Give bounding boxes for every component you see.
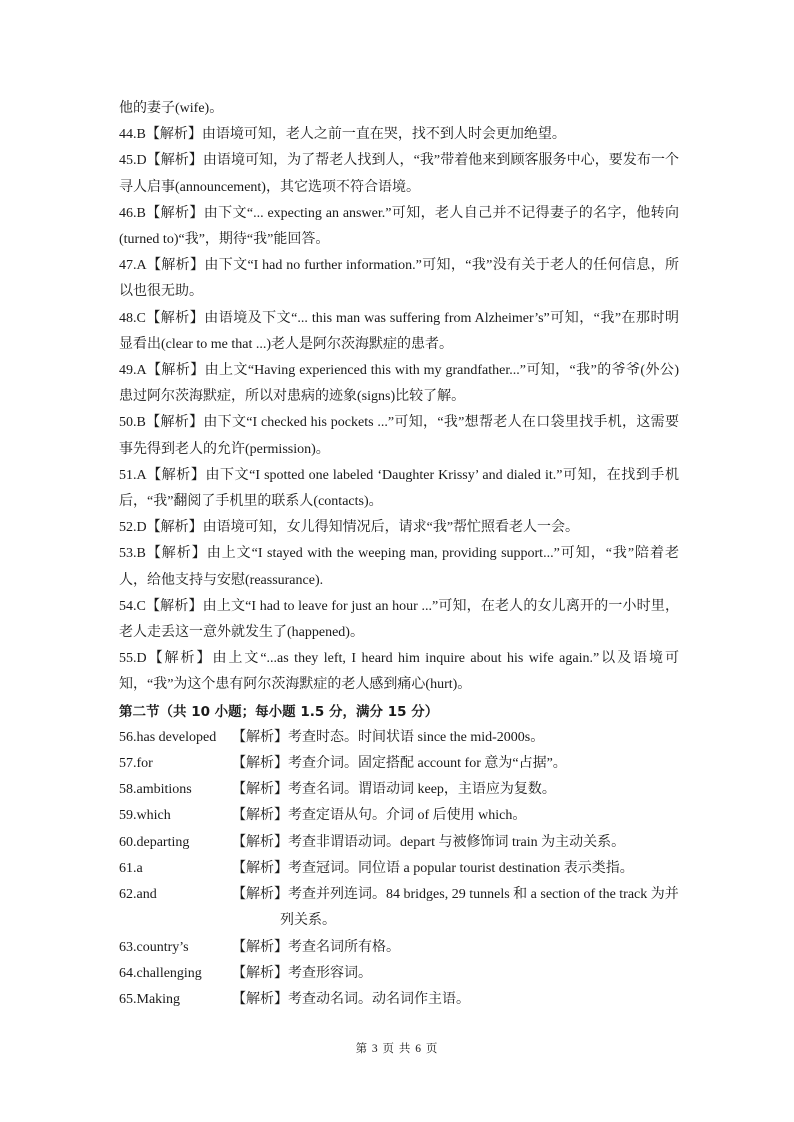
- answer-key: 58.ambitions: [119, 782, 192, 798]
- answer-row-58: [119, 777, 679, 803]
- answer-49: 49.A【解析】由上文“Having experienced this with my grandfather...”可知，“我”的爷爷(外公)患过阿尔茨海默症，所以对患病的迹象(signs)比较了解。: [119, 363, 679, 405]
- answer-row-60: [119, 830, 679, 856]
- answer-explanation: 【解析】考查冠词。同位语 a popular tourist destination 表示类指。: [232, 860, 634, 876]
- answer-explanation: 【解析】考查定语从句。介词 of 后使用 which。: [232, 808, 527, 824]
- answer-50: 50.B【解析】由下文“I checked his pockets ...”可知，“我”想帮老人在口袋里找手机，这需要事先得到老人的允许(permission)。: [119, 415, 679, 457]
- answer-row-63: [119, 935, 679, 961]
- answer-54: 54.C【解析】由上文“I had to leave for just an hour ...”可知，在老人的女儿离开的一小时里，老人走丢这一意外就发生了(happened)。: [119, 598, 679, 641]
- answer-explanation: 【解析】考查非谓语动词。depart 与被修饰词 train 为主动关系。: [232, 834, 626, 850]
- answer-45: 45.D【解析】由语境可知，为了帮老人找到人，“我”带着他来到顾客服务中心，要发布一个寻人启事(announcement)，其它选项不符合语境。: [119, 153, 679, 195]
- answer-53: 53.B【解析】由上文“I stayed with the weeping man, providing support...”可知，“我”陪着老人，给他支持与安慰(reassurance).: [119, 546, 679, 588]
- answer-row-57: [119, 751, 679, 777]
- answer-row-56: [119, 725, 679, 751]
- section2-answers: [119, 725, 679, 1013]
- answer-explanation-continuation: 列关系。: [280, 913, 336, 929]
- answer-explanation: [232, 882, 679, 934]
- answer-key: 64.challenging: [119, 965, 202, 981]
- answer-55: 55.D【解析】由上文“...as they left, I heard him inquire about his wife again.”以及语境可知，“我”为这个患有阿尔茨海默症的老人感到痛心(hurt)。: [119, 651, 679, 693]
- page-number-footer: 第 3 页 共 6 页: [355, 1043, 439, 1055]
- answer-key: 61.a: [119, 860, 143, 876]
- page-content: [119, 96, 679, 1013]
- answer-explanation: 【解析】考查形容词。: [232, 965, 372, 981]
- answer-key: 59.which: [119, 808, 171, 824]
- answer-key: 56.has developed: [119, 729, 217, 745]
- answer-explanation: 【解析】考查名词。谓语动词 keep，主语应为复数。: [232, 782, 556, 798]
- answer-44: 44.B【解析】由语境可知，老人之前一直在哭，找不到人时会更加绝望。: [119, 127, 566, 143]
- answer-row-61: [119, 856, 679, 882]
- answer-51: 51.A【解析】由下文“I spotted one labeled ‘Daughter Krissy’ and dialed it.”可知，在找到手机后，“我”翻阅了手机里的联系人(contacts)。: [119, 467, 679, 510]
- answer-row-62: [119, 882, 679, 934]
- answer-48: 48.C【解析】由语境及下文“... this man was suffering from Alzheimer’s”可知，“我”在那时明显看出(clear to me that ...)老人是阿尔茨海默症的患者。: [119, 310, 679, 352]
- answer-row-59: [119, 803, 679, 829]
- answer-row-65: [119, 987, 679, 1013]
- answer-explanation-line: 【解析】考查并列连词。84 bridges, 29 tunnels 和 a section of the track 为并: [232, 887, 679, 903]
- answer-key: 62.and: [119, 887, 157, 903]
- answer-52: 52.D【解析】由语境可知，女儿得知情况后，请求“我”帮忙照看老人一会。: [119, 520, 580, 536]
- answer-key: 57.for: [119, 756, 153, 772]
- answer-row-64: [119, 961, 679, 987]
- answer-explanation: 【解析】考查时态。时间状语 since the mid-2000s。: [232, 729, 545, 745]
- paragraph-continuation: 他的妻子(wife)。: [119, 101, 224, 116]
- answer-47: 47.A【解析】由下文“I had no further information.”可知，“我”没有关于老人的任何信息，所以也很无助。: [119, 258, 679, 300]
- answer-explanation: 【解析】考查名词所有格。: [232, 939, 400, 955]
- answer-46: 46.B【解析】由下文“... expecting an answer.”可知，老人自己并不记得妻子的名字，他转向(turned to)“我”，期待“我”能回答。: [119, 205, 679, 248]
- answer-key: 63.country’s: [119, 939, 189, 955]
- answer-key: 60.departing: [119, 834, 190, 850]
- section1-answers: [119, 96, 679, 699]
- answer-explanation: 【解析】考查介词。固定搭配 account for 意为“占据”。: [232, 756, 567, 772]
- answer-explanation: 【解析】考查动名词。动名词作主语。: [232, 991, 470, 1007]
- answer-key: 65.Making: [119, 991, 181, 1007]
- section2-title: 第二节（共 10 小题；每小题 1.5 分，满分 15 分）: [119, 703, 439, 720]
